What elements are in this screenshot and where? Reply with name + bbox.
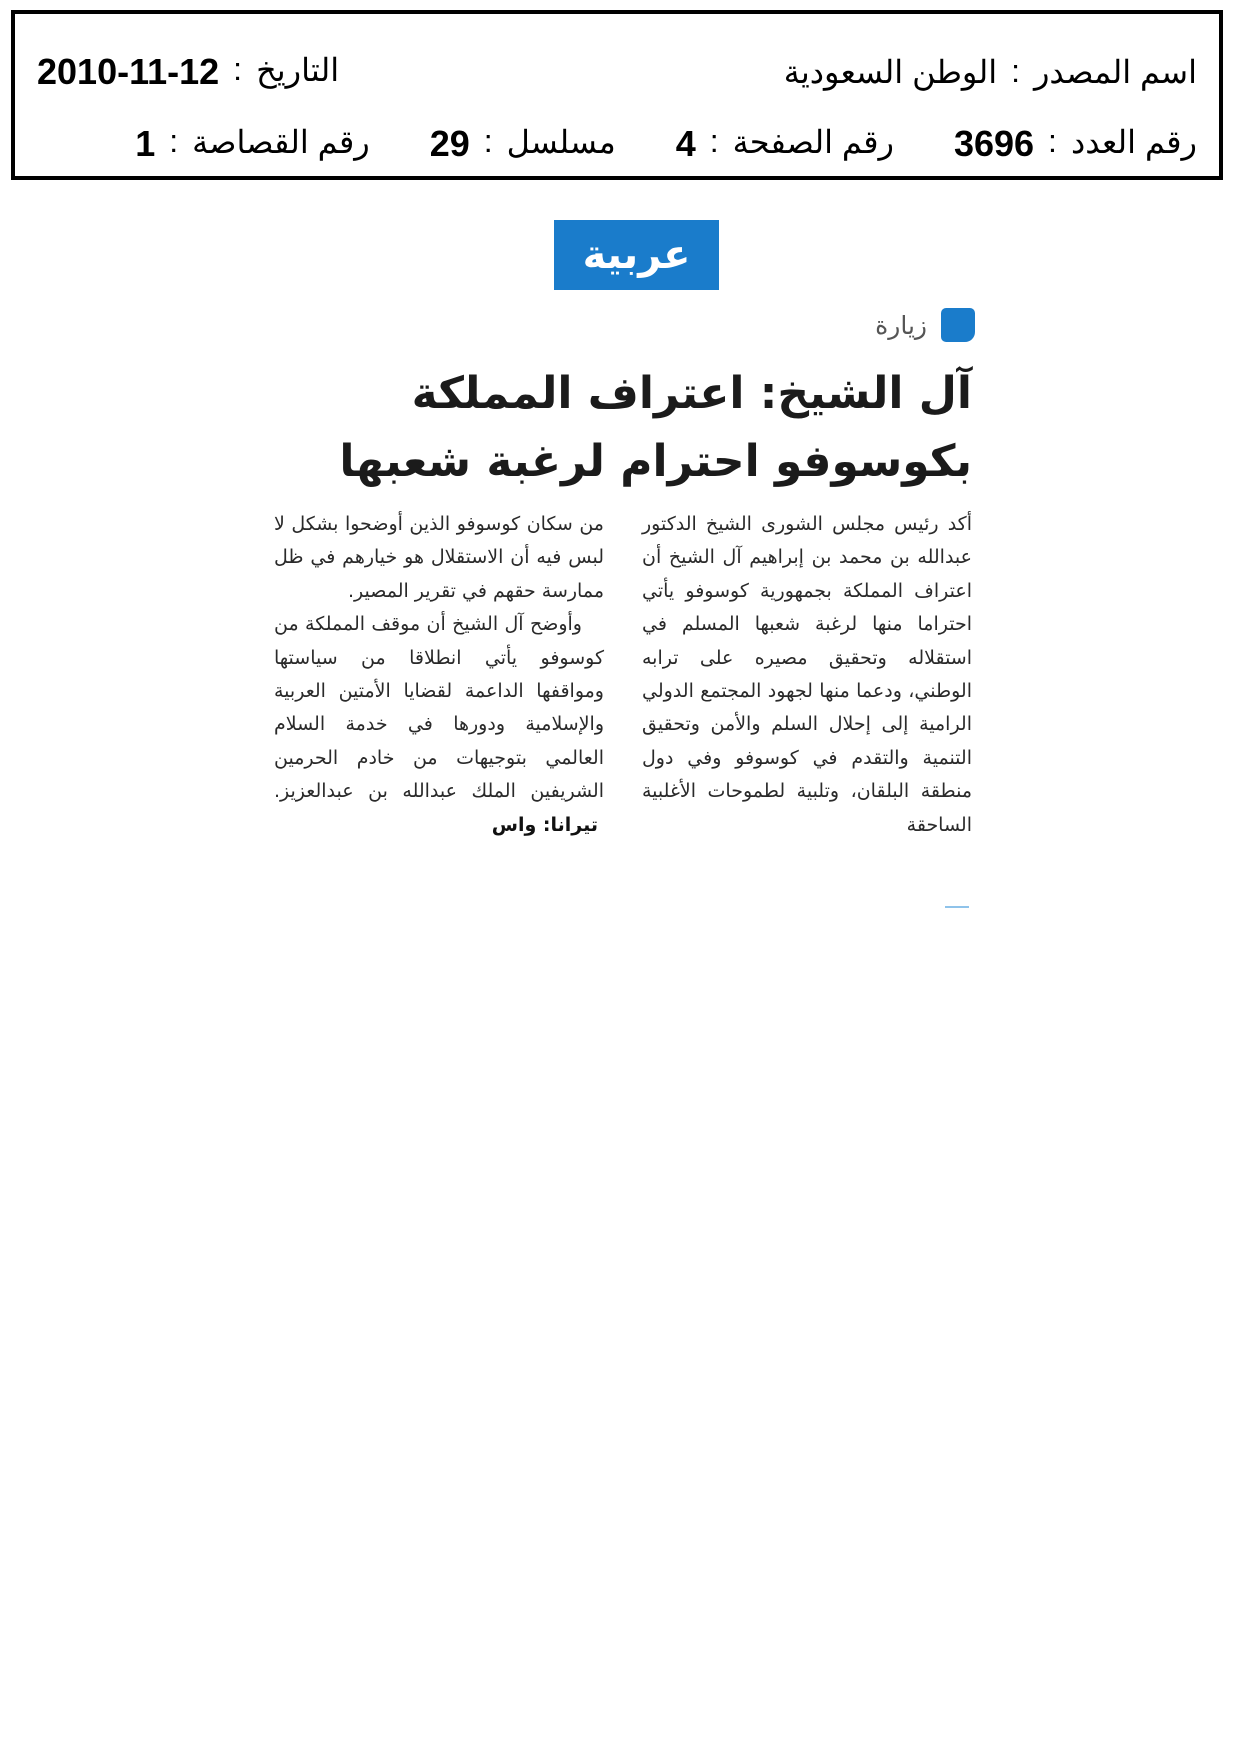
serial-separator: : <box>483 123 493 159</box>
page-separator: : <box>709 123 719 159</box>
article-end-mark <box>945 906 969 908</box>
clipping-header <box>11 10 1223 180</box>
section-logo: عربية <box>554 220 719 290</box>
article-paragraph-text: وأوضح آل الشيخ أن موقف المملكة من كوسوفو يأتي انطلاقا من سياستها ومواقفها الداعمة لقضايا الأمتين العربية والإسلامية ودورها في خدمة السلام العالمي بتوجيهات من خادم الحرمين الشريفين الملك عبدالله بن عبدالعزيز. <box>274 613 604 803</box>
source-separator: : <box>1011 53 1020 89</box>
date-field <box>37 51 339 93</box>
source-field <box>784 53 1197 91</box>
kicker-label: زيارة <box>875 310 927 340</box>
page-field <box>676 123 894 165</box>
issue-value: 3696 <box>953 123 1035 164</box>
date-separator: : <box>233 51 243 87</box>
article-headline <box>332 360 972 496</box>
clipping-label: رقم القصاصة <box>192 124 370 160</box>
serial-field <box>430 123 616 165</box>
date-value: 2010-11-12 <box>37 51 220 92</box>
source-label: اسم المصدر <box>1033 54 1197 90</box>
article-column-left <box>274 508 604 842</box>
kicker <box>875 308 975 342</box>
article-paragraph: من سكان كوسوفو الذين أوضحوا بشكل لا لبس فيه أن الاستقلال هو خيارهم في ظل ممارسة حقهم في تقرير المصير. <box>274 513 604 602</box>
headline-line-1: آل الشيخ: اعتراف المملكة <box>411 368 972 419</box>
issue-separator: : <box>1048 123 1057 159</box>
clipping-value: 1 <box>135 123 156 164</box>
kicker-square-icon <box>941 308 975 342</box>
article-column-right <box>642 508 972 842</box>
header-row-1 <box>37 48 1197 96</box>
serial-label: مسلسل <box>506 124 616 160</box>
article-paragraph-final <box>274 608 604 842</box>
source-value: الوطن السعودية <box>783 54 998 90</box>
clipping-field <box>135 123 370 165</box>
issue-field <box>954 123 1197 165</box>
article-paragraph: أكد رئيس مجلس الشورى الشيخ الدكتور عبدالله بن محمد بن إبراهيم آل الشيخ أن اعتراف المملكة بجمهورية كوسوفو يأتي احتراما منها لرغبة شعبها المسلم في استقلاله وتحقيق مصيره على ترابه الوطني، ودعما منها لجهود المجتمع الدولي الرامية إلى إحلال السلم والأمن وتحقيق التنمية والتقدم في كوسوفو وفي دول منطقة البلقان، وتلبية لطموحات الأغلبية الساحقة <box>642 513 972 836</box>
page-value: 4 <box>675 123 696 164</box>
page-label: رقم الصفحة <box>732 124 894 160</box>
issue-label: رقم العدد <box>1070 124 1197 160</box>
header-row-2 <box>37 120 1197 168</box>
article-credit: تيرانا: واس <box>491 813 598 836</box>
serial-value: 29 <box>429 123 470 164</box>
clipping-separator: : <box>169 123 179 159</box>
headline-line-2: بكوسوفو احترام لرغبة شعبها <box>339 436 972 487</box>
date-label: التاريخ <box>256 52 340 88</box>
